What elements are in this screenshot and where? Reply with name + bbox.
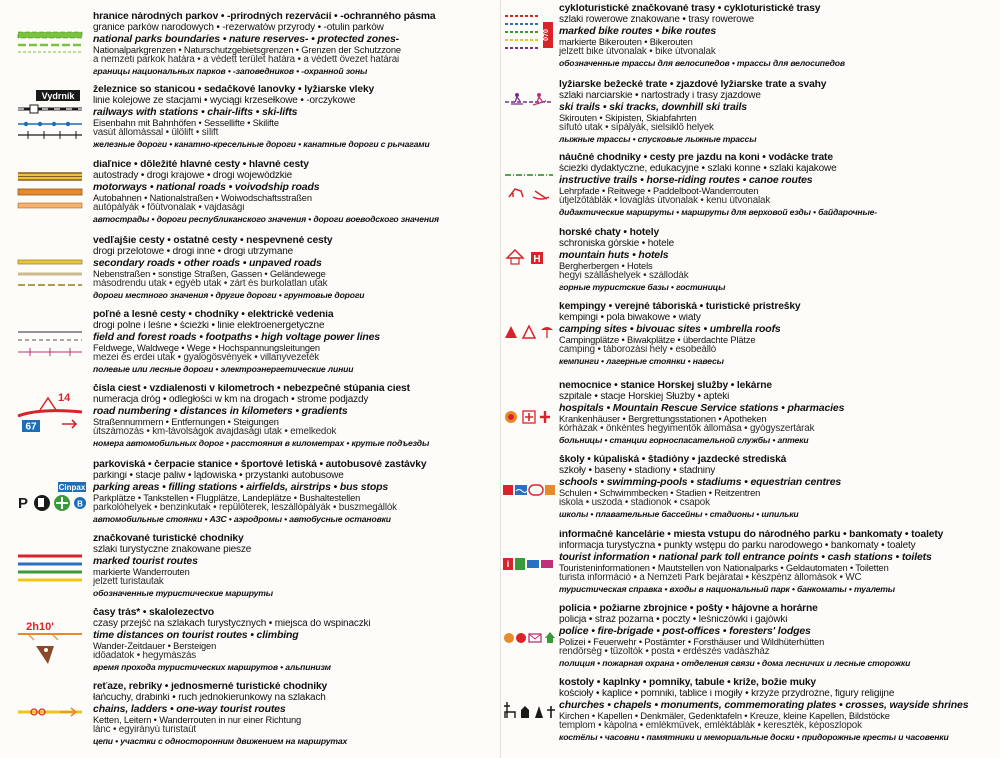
- legend-entry-parks: [0, 12, 500, 82]
- legend-line-sk: poľné a lesné cesty • chodníky • elektrické vedenia: [93, 310, 334, 320]
- legend-line-sk: horské chaty • hotely: [559, 228, 660, 238]
- legend-line-de: Parkplätze • Tankstellen • Flugplätze, Landeplätze • Bushaltestellen: [93, 492, 361, 503]
- legend-line-pl: kościoły • kaplice • pomniki, tablice i mogiły • krzyże przydrożne, figury religijne: [559, 688, 895, 699]
- legend-line-pl: szpitale • stacje Horskiej Służby • apteki: [559, 391, 730, 402]
- atm-icon: [527, 560, 539, 568]
- legend-line-ru: полиция • пожарная охрана • отделения связи • дома лесничих и лесные сторожки: [559, 658, 911, 669]
- legend-line-de: Campingplätze • Biwakplätze • überdachte Plätze: [559, 334, 756, 345]
- marked-bike-route-icon: [505, 16, 539, 48]
- legend-line-en: police • fire-brigade • post-offices • foresters' lodges: [559, 625, 811, 637]
- legend-line-en: churches • chapels • monuments, commemorating plates • crosses, wayside shrines: [559, 699, 969, 711]
- legend-line-de: Touristeninformationen • Mautstellen von Nationalparks • Geldautomaten • Toiletten: [559, 562, 889, 573]
- legend-line-en: field and forest roads • footpaths • high voltage power lines: [93, 331, 380, 343]
- info-symbols: [501, 530, 557, 600]
- legend-line-en: schools • swimming-pools • stadiums • equestrian centres: [559, 476, 842, 488]
- national-road-line-icon: [18, 189, 82, 195]
- church-symbols: [501, 678, 557, 750]
- bus-letter-text: B: [77, 499, 83, 509]
- climbing-icon: [36, 646, 54, 664]
- legend-line-ru: дороги местного значения • другие дороги • грунтовые дороги: [93, 290, 365, 301]
- bike-svg: [501, 4, 557, 76]
- one-way-arrow-icon: [60, 708, 76, 716]
- legend-line-hu: vasút állomással • ülőlift • sílift: [93, 128, 219, 139]
- chain-symbols: [0, 682, 88, 752]
- tourist-route-svg: [0, 534, 88, 604]
- legend-entry-schools: [501, 455, 1000, 525]
- legend-text-secondary: [93, 236, 496, 300]
- legend-line-pl: schroniska górskie • hotele: [559, 238, 675, 249]
- legend-line-en: chains, ladders • one-way tourist routes: [93, 703, 286, 715]
- power-line-icon: [18, 348, 82, 356]
- legend-line-en: hospitals • Mountain Rescue Service stations • pharmacies: [559, 402, 845, 414]
- legend-entry-tourist: [0, 534, 500, 604]
- post-office-icon: [529, 634, 541, 642]
- legend-line-hu: mezei és erdei utak • gyalogösvények • villanyvezeték: [93, 353, 319, 364]
- secondary-road-svg: [0, 236, 88, 306]
- bike-badge-text: 070: [543, 29, 550, 41]
- legend-line-hu: útjelzőtáblák • lovaglás útvonalak • kenu útvonalak: [559, 196, 771, 207]
- legend-text-info: [559, 530, 997, 594]
- legend-line-pl: szlaki narciarskie • nartostrady i trasy zjazdowe: [559, 90, 761, 101]
- church-svg: [501, 678, 557, 750]
- stadium-icon: [529, 485, 543, 495]
- legend-line-sk: parkoviská • čerpacie stanice • športové letiská • autobusové zastávky: [93, 460, 427, 470]
- legend-line-ru: границы национальных парков • -заповедников • -охранной зоны: [93, 66, 368, 77]
- legend-entry-info: [501, 530, 1000, 600]
- legend-line-sk: školy • kúpaliská • štadióny • jazdecké strediská: [559, 455, 787, 465]
- legend-line-hu: rendőrség • tűzoltók • posta • erdészés vadászház: [559, 647, 770, 658]
- legend-line-de: Polizei • Feuerwehr • Postämter • Forsthäuser und Wildhüterhütten: [559, 636, 825, 647]
- legend-line-hu: útszámozás • km-távolságok avajdasági utak • emelkedok: [93, 427, 337, 438]
- legend-line-sk: diaľnice • dôležité hlavné cesty • hlavné cesty: [93, 160, 309, 170]
- parking-svg: [0, 460, 88, 530]
- toilet-icon: [541, 560, 553, 568]
- legend-line-en: marked bike routes • bike routes: [559, 25, 717, 37]
- swimming-pool-icon: [515, 485, 527, 495]
- legend-line-en: parking areas • filling stations • airfields, airstrips • bus stops: [93, 481, 389, 493]
- legend-line-sk: časy trás* • skalolezectvo: [93, 608, 215, 618]
- time-symbols: [0, 608, 88, 678]
- educational-svg: [501, 153, 557, 223]
- legend-line-ru: железные дороги • канатно-кресельные дороги • канатные дороги с рычагами: [93, 139, 430, 150]
- parking-icon: [18, 495, 28, 512]
- legend-line-sk: kostoly • kaplnky • pomníky, tabule • kríže, božie muky: [559, 678, 817, 688]
- camping-tent-icon: [505, 326, 517, 338]
- legend-text-educational: [559, 153, 997, 217]
- legend-line-en: motorways • national roads • voivodship roads: [93, 181, 320, 193]
- legend-line-ru: время прохода туристических маршрутов • альпинизм: [93, 662, 331, 673]
- legend-text-forest: [93, 310, 496, 374]
- legend-line-sk: náučné chodníky • cesty pre jazdu na koni • vodácke trate: [559, 153, 833, 163]
- legend-entry-hospitals: [501, 381, 1000, 451]
- camping-svg: [501, 302, 557, 372]
- legend-line-ru: больницы • станции горноспасательной службы • аптеки: [559, 435, 809, 446]
- legend-line-de: Eisenbahn mit Bahnhöfen • Sessellifte • Skilifte: [93, 117, 279, 128]
- legend-entry-camping: [501, 302, 1000, 372]
- mountain-hut-icon: [507, 250, 523, 264]
- legend-text-bike: [559, 4, 997, 68]
- legend-line-pl: numeracja dróg • odległości w km na drogach • strome podjazdy: [93, 394, 369, 405]
- legend-line-de: Bergherbergen • Hotels: [559, 260, 653, 271]
- legend-line-sk: čísla ciest • vzdialenosti v kilometroch • nebezpečné stúpania ciest: [93, 384, 410, 394]
- legend-line-hu: kórházak • önkéntes hegyimentők állomása • gyógyszertárak: [559, 424, 815, 435]
- tourist-info-icon: [503, 558, 513, 570]
- chapel-icon: [521, 706, 529, 718]
- legend-line-en: instructive trails • horse-riding routes • canoe routes: [559, 174, 813, 186]
- svg-text:H: H: [533, 254, 541, 265]
- legend-entry-bike: [501, 4, 1000, 76]
- legend-line-hu: időadatok • hegymászás: [93, 651, 197, 662]
- parking-letter-text: P: [18, 495, 29, 512]
- legend-line-ru: автомобильные стоянки • АЗС • аэродромы • автобусные остановки: [93, 514, 391, 525]
- road-number-symbols: [0, 384, 88, 454]
- educational-symbols: [501, 153, 557, 223]
- forest-road-symbols: [0, 310, 88, 380]
- bike-number-badge-icon: [543, 22, 553, 48]
- legend-line-en: marked tourist routes: [93, 555, 198, 567]
- cable-car-label-text: Cinpax: [58, 483, 86, 492]
- legend-line-ru: автострады • дороги республиканского значения • дороги воеводского значения: [93, 214, 439, 225]
- legend-line-hu: parkolóhelyek • benzinkutak • repülőterek, leszállópályák • buszmegállók: [93, 503, 397, 514]
- legend-line-sk: informačné kancelárie • miesta vstupu do národného parku • bankomaty • toalety: [559, 530, 944, 540]
- horse-riding-icon: [509, 189, 523, 197]
- legend-entry-times: [0, 608, 500, 678]
- legend-text-huts: [559, 228, 997, 292]
- road-number-sub-text: 67: [25, 421, 37, 433]
- legend-line-sk: železnice so stanicou • sedačkové lanovky • lyžiarske vleky: [93, 85, 375, 95]
- legend-text-camping: [559, 302, 997, 366]
- school-symbols: [501, 455, 557, 525]
- legend-line-pl: informacja turystyczna • punkty wstępu do parku narodowego • bankomaty • toalety: [559, 540, 916, 551]
- legend-text-parking: [93, 460, 496, 524]
- legend-line-sk: hranice národných parkov • -prírodných rezervácií • -ochranného pásma: [93, 12, 436, 22]
- ski-svg: [501, 80, 557, 150]
- fire-brigade-icon: [516, 633, 526, 643]
- legend-line-ru: цепи • участки с односторонним движением на маршрутах: [93, 736, 348, 747]
- legend-entry-forest: [0, 310, 500, 380]
- legend-line-pl: parkingi • stacje paliw • lądowiska • przystanki autobusowe: [93, 470, 344, 481]
- rail-symbols: [0, 85, 88, 155]
- legend-line-en: mountain huts • hotels: [559, 249, 669, 261]
- school-svg: [501, 455, 557, 525]
- legend-line-hu: másodrendu utak • egyéb utak • zárt és burkolatlan utak: [93, 279, 328, 290]
- legend-line-pl: czasy przejść na szlakach turystycznych • miejsca do wspinaczki: [93, 618, 371, 629]
- legend-line-en: tourist information • national park toll entrance points • cash stations • toilets: [559, 551, 932, 563]
- voivodship-road-line-icon: [18, 203, 82, 208]
- legend-line-pl: granice parków narodowych • -rezerwatów przyrody • -otulin parków: [93, 22, 384, 33]
- legend-entry-churches: [501, 678, 1000, 750]
- legend-line-ru: номера автомобильных дорог • расстояния в километрах • крутые подъезды: [93, 438, 430, 449]
- legend-line-hu: camping • táborozási hely • esobeálló: [559, 345, 717, 356]
- legend-line-hu: jelzett turistautak: [93, 577, 164, 588]
- legend-line-en: ski trails • ski tracks, downhill ski trails: [559, 101, 747, 113]
- legend-line-de: Skirouten • Skipisten, Skiabfahrten: [559, 112, 697, 123]
- foresters-lodge-icon: [545, 632, 555, 643]
- legend-text-times: [93, 608, 496, 672]
- police-icon: [504, 633, 514, 643]
- legend-line-de: Lehrpfade • Reitwege • Paddelboot-Wanderrouten: [559, 185, 759, 196]
- legend-line-pl: łańcuchy, drabinki • ruch jednokierunkowy na szlakach: [93, 692, 326, 703]
- station-label-text: Vydrník: [41, 91, 75, 101]
- legend-entry-secondary: [0, 236, 500, 306]
- distance-marker-icon: [40, 392, 71, 410]
- police-symbols: [501, 604, 557, 674]
- legend-line-pl: policja • straż pożarna • poczty • leśniczówki i gajówki: [559, 614, 788, 625]
- hut-svg: [501, 228, 557, 298]
- parking-symbols: [0, 460, 88, 530]
- hospital-svg: [501, 381, 557, 451]
- legend-line-sk: vedľajšie cesty • ostatné cesty • nespevnené cesty: [93, 236, 333, 246]
- motorway-svg: [0, 160, 88, 230]
- legend-line-ru: дидактические маршруты • маршруты для верховой езды • байдарочные-: [559, 207, 878, 218]
- legend-line-ru: горные туристские базы • гостиницы: [559, 282, 726, 293]
- legend-line-en: railways with stations • chair-lifts • ski-lifts: [93, 106, 298, 118]
- time-badge-text: 2h10': [26, 621, 54, 633]
- legend-entry-educational: [501, 153, 1000, 223]
- legend-line-de: Nationalparkgrenzen • Naturschutzgebietsgrenzen • Grenzen der Schutzzone: [93, 44, 401, 55]
- mountain-rescue-icon: [523, 411, 535, 423]
- canoe-icon: [533, 191, 549, 199]
- legend-line-hu: a nemzeti parkok határa • a védett terület határa • a védett övezet határai: [93, 55, 400, 66]
- gradient-arrow-icon: [62, 420, 76, 428]
- equestrian-icon: [545, 485, 555, 495]
- legend-line-sk: polícia • požiarne zbrojnice • pošty • hájovne a horárne: [559, 604, 818, 614]
- legend-line-sk: reťaze, rebríky • jednosmerné turistické chodníky: [93, 682, 328, 692]
- legend-line-ru: полевые или лесные дороги • электроэнергетические линии: [93, 364, 354, 375]
- legend-line-hu: lánc • egyirányú turistaút: [93, 725, 196, 736]
- time-svg: [0, 608, 88, 678]
- legend-line-ru: школы • плавательные бассейны • стадионы • шпильки: [559, 509, 799, 520]
- national-park-line-icon: [18, 32, 82, 38]
- chairlift-line-icon: [18, 122, 82, 126]
- tourist-route-symbols: [0, 534, 88, 604]
- park-boundary-svg: [0, 12, 88, 82]
- time-badge-icon: [18, 621, 82, 640]
- downhill-skier-icon: [533, 93, 546, 105]
- legend-line-ru: лыжные трассы • спусковые лыжные трассы: [559, 134, 757, 145]
- legend-entry-motorways: [0, 160, 500, 230]
- legend-line-hu: turista információ • a Nemzeti Park bejáratai • készpénz állomások • WC: [559, 573, 862, 584]
- wayside-cross-icon: [547, 706, 555, 718]
- legend-line-ru: туристическая справка • входы в национальный парк • банкоматы • туалеты: [559, 584, 895, 595]
- police-svg: [501, 604, 557, 674]
- pharmacy-icon: [540, 411, 550, 423]
- legend-line-de: markierte Bikerouten • Bikerouten: [559, 36, 693, 47]
- legend-entry-rail: [0, 85, 500, 155]
- railway-line-icon: [18, 105, 82, 113]
- legend-text-churches: [559, 678, 997, 742]
- legend-line-hu: iskola • uszoda • stadionok • csapok: [559, 498, 710, 509]
- school-icon: [503, 485, 513, 495]
- legend-line-pl: szkoły • baseny • stadiony • stadniny: [559, 465, 716, 476]
- legend-line-hu: sífutó utak • sípályák, sielsiklő helyek: [559, 123, 714, 134]
- legend-text-numbers: [93, 384, 496, 448]
- legend-line-sk: kempingy • verejné táboriská • turistické prístrešky: [559, 302, 801, 312]
- legend-line-sk: nemocnice • stanice Horskej služby • lekárne: [559, 381, 772, 391]
- legend-line-de: Ketten, Leitern • Wanderrouten in nur einer Richtung: [93, 714, 302, 725]
- fuel-station-icon: [34, 495, 50, 511]
- legend-line-hu: jelzett bike útvonalak • bike útvonalak: [559, 47, 716, 58]
- bike-symbols: [501, 4, 557, 76]
- legend-line-de: markierte Wanderrouten: [93, 566, 190, 577]
- hotel-icon: [531, 252, 543, 265]
- legend-line-ru: костёлы • часовни • памятники и мемориальные доски • придорожные кресты и часовенки: [559, 732, 949, 743]
- legend-line-de: Kirchen • Kapellen • Denkmäler, Gedenktafeln • Kreuze, kleine Kapellen, Bildstöcke: [559, 710, 890, 721]
- legend-entry-police: [501, 604, 1000, 674]
- road-number-badge-icon: [22, 420, 40, 433]
- skilift-line-icon: [18, 131, 82, 139]
- motorway-line-icon: [18, 173, 82, 180]
- legend-text-parks: [93, 12, 496, 76]
- bus-stop-icon: [74, 497, 86, 509]
- legend-line-ru: кемпинги • лагерные стоянки • навесы: [559, 356, 724, 367]
- church-icon: [504, 702, 515, 718]
- legend-text-schools: [559, 455, 997, 519]
- ski-symbols: [501, 80, 557, 150]
- legend-line-hu: hegyi szálláshelyek • szállodák: [559, 271, 689, 282]
- legend-column-right: [500, 0, 1000, 758]
- legend-entry-parking: [0, 460, 500, 530]
- legend-line-en: secondary roads • other roads • unpaved roads: [93, 257, 322, 269]
- legend-line-en: time distances on tourist routes • climbing: [93, 629, 299, 641]
- legend-line-de: Schulen • Schwimmbecken • Stadien • Reitzentren: [559, 487, 761, 498]
- legend-line-pl: szlaki turystyczne znakowane piesze: [93, 544, 252, 555]
- legend-text-rail: [93, 85, 496, 149]
- legend-line-de: Autobahnen • Nationalstraßen • Woiwodschaftsstraßen: [93, 192, 312, 203]
- legend-line-de: Krankenhäuser • Bergrettungsstationen • Apotheken: [559, 413, 767, 424]
- secondary-road-line-icon: [18, 260, 82, 264]
- legend-line-pl: drogi przelotowe • drogi inne • drogi utrzymane: [93, 246, 294, 257]
- legend-entry-numbers: [0, 384, 500, 454]
- legend-line-hu: autópályák • főútvonalak • vajdasági: [93, 203, 245, 214]
- monument-icon: [535, 706, 543, 718]
- legend-line-pl: ścieżki dydaktyczne, edukacyjne • szlaki konne • szlaki kajakowe: [559, 163, 837, 174]
- rail-svg: [0, 85, 88, 155]
- legend-entry-huts: [501, 228, 1000, 298]
- legend-text-ski: [559, 80, 997, 144]
- legend-line-pl: linie kolejowe ze stacjami • wyciągi krzesełkowe • -orczykowe: [93, 95, 356, 106]
- motorway-symbols: [0, 160, 88, 230]
- hut-symbols: [501, 228, 557, 298]
- legend-line-de: Straßennummern • Entfernungen • Steigungen: [93, 416, 279, 427]
- legend-entry-ski: [501, 80, 1000, 150]
- legend-line-hu: templom • kápolna • emlékművek, emléktáblák • kereszték, képoszlopok: [559, 721, 862, 732]
- airfield-icon: [54, 495, 70, 511]
- legend-text-tourist: [93, 534, 496, 598]
- legend-line-pl: szlaki rowerowe znakowane • trasy rowerowe: [559, 14, 755, 25]
- legend-line-sk: lyžiarske bežecké trate • zjazdové lyžiarske trate a svahy: [559, 80, 827, 90]
- park-boundary-symbols: [0, 12, 88, 82]
- legend-text-police: [559, 604, 997, 668]
- road-number-svg: [0, 384, 88, 454]
- legend-line-en: road numbering • distances in kilometers • gradients: [93, 405, 348, 417]
- legend-line-en: national parks boundaries • nature reserves- • protected zones-: [93, 33, 399, 45]
- legend-text-motorways: [93, 160, 496, 224]
- svg-text:i: i: [506, 559, 510, 569]
- umbrella-roof-icon: [541, 327, 553, 338]
- legend-line-en: camping sites • bivouac sites • umbrella roofs: [559, 323, 781, 335]
- camping-symbols: [501, 302, 557, 372]
- secondary-road-symbols: [0, 236, 88, 306]
- legend-line-de: Nebenstraßen • sonstige Straßen, Gassen • Geländewege: [93, 268, 326, 279]
- park-entrance-icon: [515, 558, 525, 570]
- legend-line-sk: značkované turistické chodníky: [93, 534, 244, 544]
- road-line-icon: [18, 411, 82, 416]
- legend-line-de: Feldwege, Waldwege • Wege • Hochspannungsleitungen: [93, 342, 320, 353]
- legend-text-hospitals: [559, 381, 997, 445]
- forest-road-svg: [0, 310, 88, 380]
- info-svg: [501, 530, 557, 600]
- station-label-icon: [36, 90, 80, 101]
- hospital-icon: [505, 411, 517, 423]
- legend-line-ru: обозначенные трассы для велосипедов • трассы для велосипедов: [559, 58, 845, 69]
- hospital-symbols: [501, 381, 557, 451]
- legend-line-ru: обозначенные туристические маршруты: [93, 588, 273, 599]
- cable-car-label-icon: [58, 482, 86, 492]
- legend-line-pl: drogi polne i leśne • ścieżki • linie elektroenergetyczne: [93, 320, 325, 331]
- legend-line-de: Wander-Zeitdauer • Bersteigen: [93, 640, 217, 651]
- bivouac-icon: [523, 326, 535, 338]
- legend-line-sk: cykloturistické značkované trasy • cykloturistické trasy: [559, 4, 821, 14]
- road-number-main-text: 14: [58, 392, 71, 404]
- chain-svg: [0, 682, 88, 752]
- legend-entry-chains: [0, 682, 500, 752]
- legend-line-pl: autostrady • drogi krajowe • drogi wojewódzkie: [93, 170, 293, 181]
- legend-line-pl: kempingi • pola biwakowe • wiaty: [559, 312, 701, 323]
- legend-text-chains: [93, 682, 496, 746]
